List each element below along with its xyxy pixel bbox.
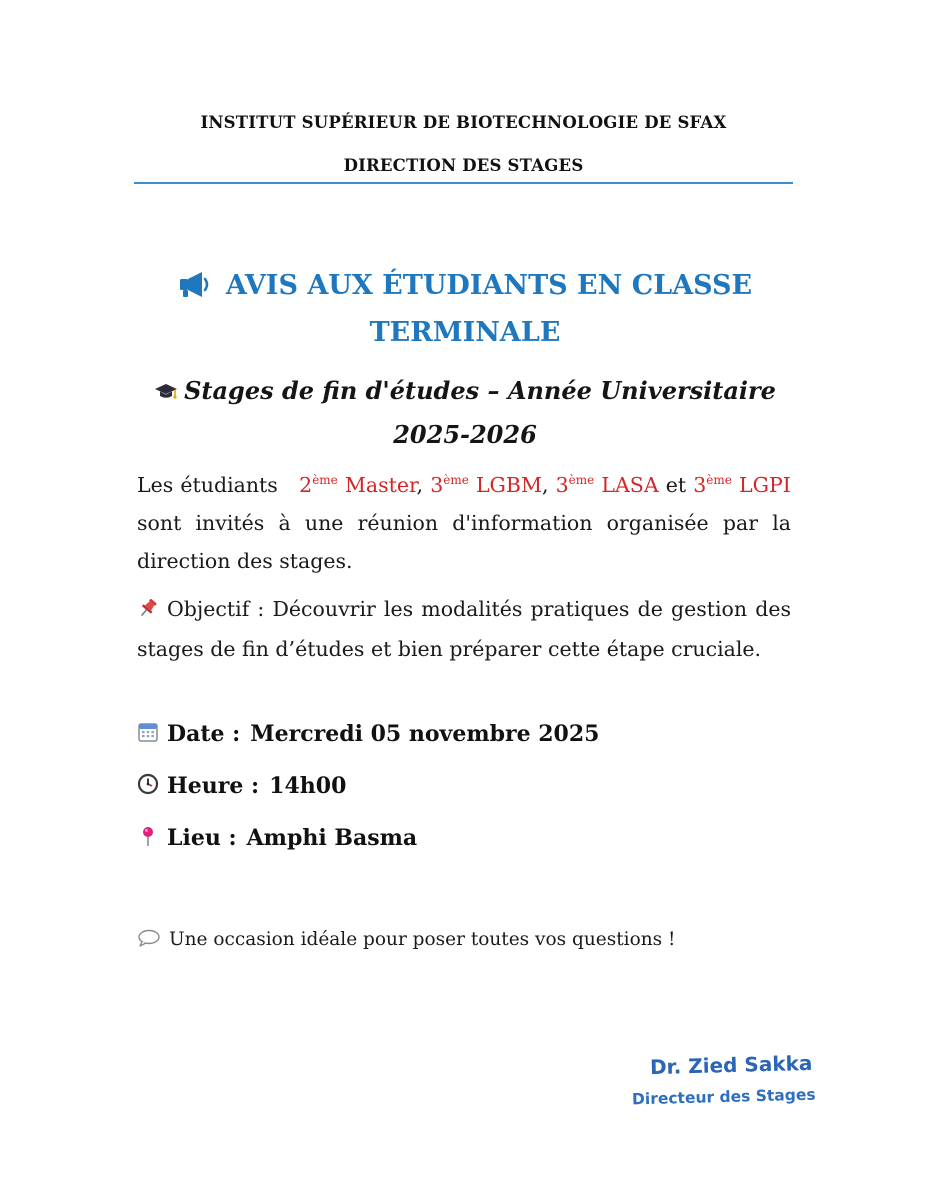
program-master-sup: ème	[312, 473, 338, 487]
subtitle-line-2: 2025-2026	[393, 420, 537, 449]
calendar-icon	[137, 721, 159, 749]
separator: ,	[416, 473, 424, 497]
megaphone-icon	[178, 268, 212, 311]
department-name: DIRECTION DES STAGES	[343, 156, 584, 175]
program-lasa-name: LASA	[601, 473, 659, 497]
program-lgpi	[693, 473, 791, 497]
objective-text: Découvrir les modalités pratiques de gestion des stages de fin d’études et bien préparer cette étape cruciale.	[137, 597, 791, 661]
program-master-name: Master	[344, 473, 417, 497]
closing-line	[137, 929, 675, 952]
objective-paragraph	[137, 590, 791, 668]
pushpin-icon	[137, 592, 159, 630]
signature-role: Directeur des Stages	[631, 1085, 816, 1109]
program-lgpi-sup: ème	[706, 473, 732, 487]
speech-bubble-icon	[137, 929, 161, 952]
date-label: Date :	[167, 721, 241, 747]
program-lgbm	[430, 473, 542, 497]
program-lasa-num: 3	[555, 473, 569, 497]
map-pin-icon	[137, 825, 159, 853]
separator: ,	[541, 473, 549, 497]
closing-text: Une occasion idéale pour poser toutes vos questions !	[169, 929, 676, 950]
place-line	[137, 825, 417, 853]
place-label: Lieu :	[167, 825, 237, 851]
clock-icon	[137, 773, 159, 801]
intro-paragraph	[137, 466, 791, 580]
objective-label: Objectif :	[167, 597, 265, 621]
program-lgpi-name: LGPI	[739, 473, 791, 497]
graduation-cap-icon	[154, 372, 178, 414]
date-line	[137, 721, 599, 749]
signature-name: Dr. Zied Sakka	[649, 1050, 813, 1080]
conjunction: et	[665, 473, 687, 497]
program-lgbm-num: 3	[430, 473, 444, 497]
program-master-num: 2	[299, 473, 313, 497]
institution-name: INSTITUT SUPÉRIEUR DE BIOTECHNOLOGIE DE SFAX	[200, 113, 727, 132]
time-line	[137, 773, 346, 801]
header-divider	[134, 182, 793, 184]
program-lgpi-num: 3	[693, 473, 707, 497]
subtitle-line-1: Stages de fin d'études – Année Universitaire	[184, 376, 776, 405]
program-master	[299, 473, 416, 497]
time-label: Heure :	[167, 773, 260, 799]
time-value: 14h00	[269, 773, 347, 799]
program-lasa-sup: ème	[568, 473, 595, 487]
notice-title	[160, 264, 770, 354]
title-line-1: AVIS AUX ÉTUDIANTS EN CLASSE	[225, 270, 753, 301]
program-lgbm-name: LGBM	[475, 473, 542, 497]
program-lasa	[556, 473, 659, 497]
title-line-2: TERMINALE	[369, 317, 561, 348]
notice-subtitle	[150, 370, 780, 456]
intro-lead: Les étudiants	[137, 473, 278, 497]
intro-rest: sont invités à une réunion d'information organisée par la direction des stages.	[137, 511, 791, 573]
date-value: Mercredi 05 novembre 2025	[250, 721, 600, 747]
place-value: Amphi Basma	[246, 825, 418, 851]
program-lgbm-sup: ème	[443, 473, 469, 487]
